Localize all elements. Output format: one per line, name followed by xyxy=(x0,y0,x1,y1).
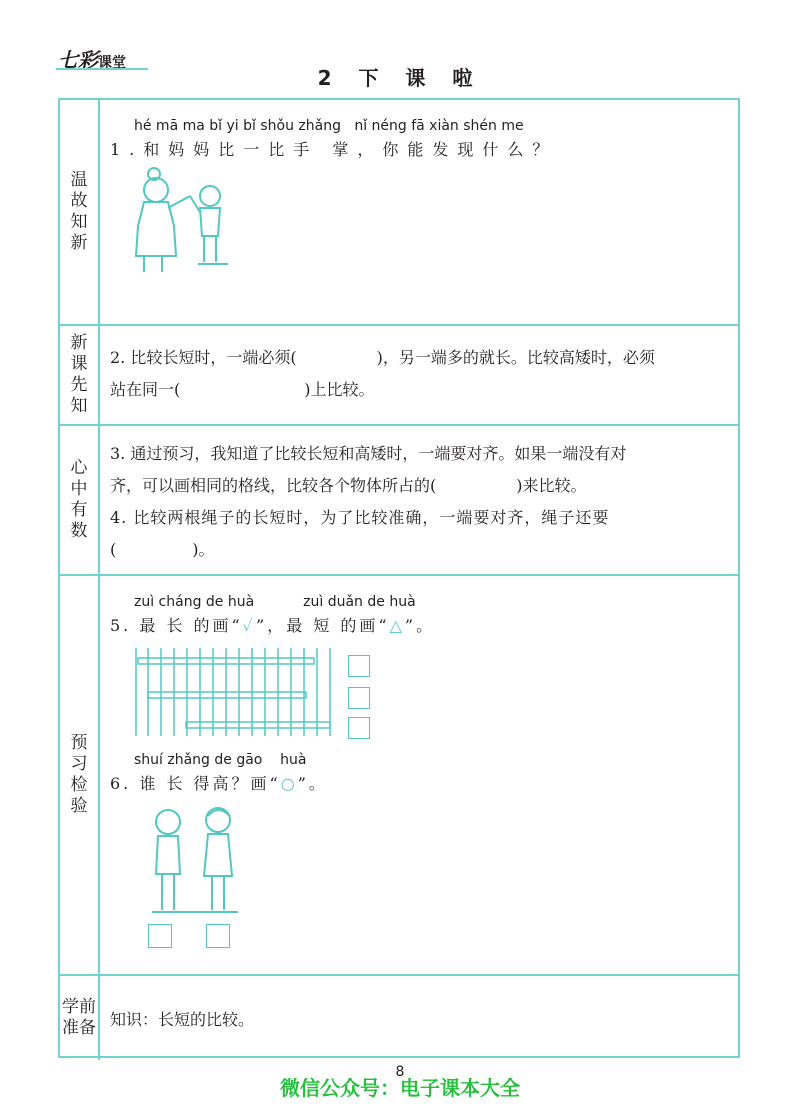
prep-text: 知识：长短的比较。 xyxy=(110,1010,255,1029)
section-content xyxy=(100,326,738,424)
section-label: 温 故 知 新 xyxy=(60,100,100,324)
section-new-lesson xyxy=(60,326,738,426)
section-label: 学前 准备 xyxy=(60,976,100,1060)
brand-small: 课堂 xyxy=(98,55,126,71)
section-review xyxy=(60,100,738,326)
mother-child-illustration xyxy=(132,166,242,276)
section-content xyxy=(100,426,738,574)
q1-pinyin: hé mā ma bǐ yi bǐ shǒu zhǎng nǐ néng fā xiàn shén me xyxy=(134,118,524,134)
page-number: 8 xyxy=(395,1064,405,1080)
answer-box[interactable] xyxy=(348,655,370,677)
section-mind xyxy=(60,426,738,576)
q1-text: 1.和妈妈比一比手 掌，你能发现什么？ xyxy=(110,140,558,159)
section-preview-check xyxy=(60,576,738,976)
section-preparation xyxy=(60,976,738,1060)
q6-text: 6. 谁 长 得高？画“○”。 xyxy=(110,774,328,793)
q6-pinyin: shuí zhǎng de gāo huà xyxy=(134,752,307,768)
q3-line1: 3. 通过预习，我知道了比较长短和高矮时，一端要对齐。如果一端没有对 xyxy=(110,444,627,463)
q5-pinyin: zuì cháng de huà zuì duǎn de huà xyxy=(134,594,416,610)
grid-rods-illustration xyxy=(136,648,336,738)
q4-line2: ( )。 xyxy=(110,540,215,559)
worksheet-frame xyxy=(58,98,740,1058)
q4-line1: 4. 比较两根绳子的长短时，为了比较准确，一端要对齐，绳子还要 xyxy=(110,508,610,527)
page-title: 2 下 课 啦 xyxy=(317,66,483,90)
q5-text: 5. 最 长 的画“✓”，最 短 的画“△”。 xyxy=(110,616,436,635)
triangle-icon: △ xyxy=(389,616,405,635)
section-content xyxy=(100,976,738,1060)
check-icon: ✓ xyxy=(242,616,257,635)
brand-big: 七彩 xyxy=(58,48,98,72)
q3-line2: 齐，可以画相同的格线，比较各个物体所占的( )来比较。 xyxy=(110,476,587,495)
q2-line1: 2. 比较长短时，一端必须( )，另一端多的就长。比较高矮时，必须 xyxy=(110,348,655,367)
answer-box[interactable] xyxy=(348,687,370,709)
section-content xyxy=(100,576,738,974)
q2-line2: 站在同一( )上比较。 xyxy=(110,380,375,399)
answer-box[interactable] xyxy=(206,924,230,948)
section-label: 预 习 检 验 xyxy=(60,576,100,974)
section-label: 心 中 有 数 xyxy=(60,426,100,574)
circle-icon: ○ xyxy=(280,774,298,793)
section-content xyxy=(100,100,738,324)
answer-box[interactable] xyxy=(148,924,172,948)
wechat-watermark: 微信公众号：电子课本大全 xyxy=(280,1076,520,1100)
two-children-illustration xyxy=(140,806,250,916)
section-label: 新 课 先 知 xyxy=(60,326,100,424)
answer-box[interactable] xyxy=(348,717,370,739)
